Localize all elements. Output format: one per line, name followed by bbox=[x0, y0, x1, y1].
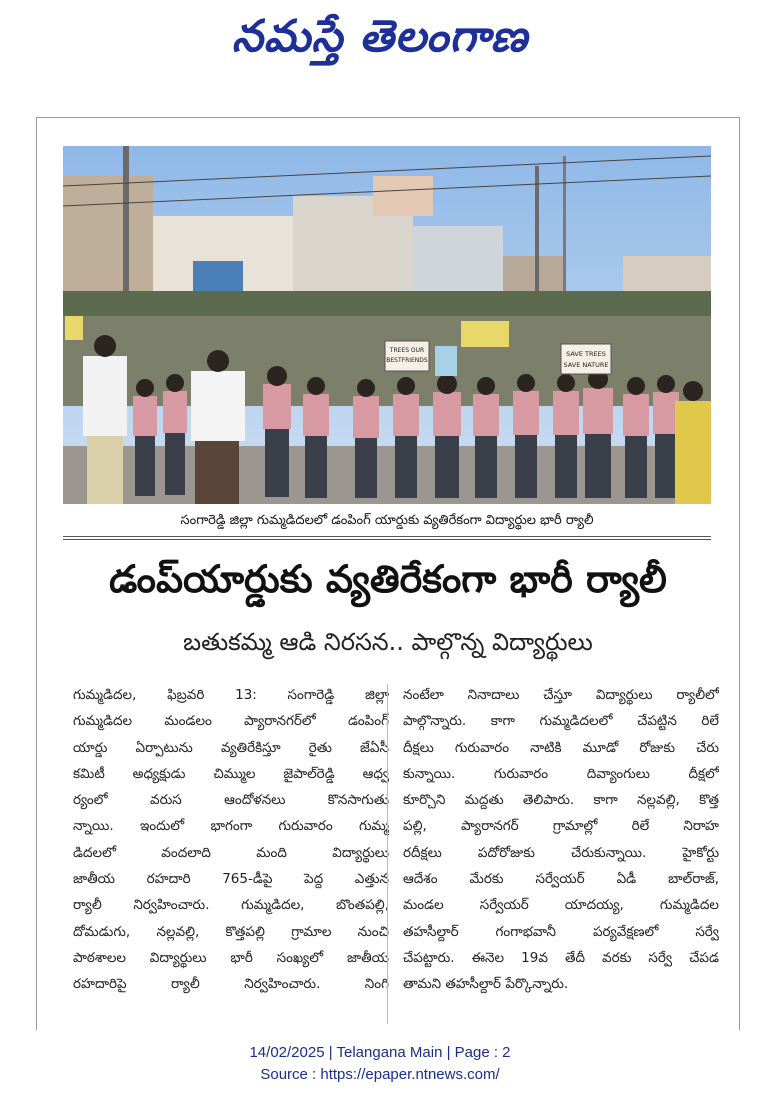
text-line: దోమడుగు, నల్లవల్లి, కొత్తపల్లి గ్రామాల నుంచి bbox=[73, 923, 389, 940]
text-line: రదీక్షలు పదోరోజుకు చేరుకున్నాయి. హైకోర్టు bbox=[403, 844, 719, 861]
text-line: రహదారిపై ర్యాలీ నిర్వహించారు. నింగి bbox=[73, 976, 389, 993]
article-subheadline: బతుకమ్మ ఆడి నిరసన.. పాల్గొన్న విద్యార్థులు bbox=[183, 628, 593, 656]
footer-date-edition: 14/02/2025 | Telangana Main | Page : 2 bbox=[249, 1044, 511, 1061]
text-line: దీక్షలు గురువారం నాటికి మూడో రోజుకు చేరు bbox=[403, 739, 719, 756]
text-line: డిదలలో వందలాది మంది విద్యార్థులు bbox=[73, 844, 389, 861]
text-line: గుమ్మడిదల, ఫిబ్రవరి 13: సంగారెడ్డి జిల్లా bbox=[73, 687, 389, 703]
rally-photo bbox=[63, 146, 711, 504]
text-line: యార్డు ఏర్పాటును వ్యతిరేకిస్తూ రైతు జేఏసీ bbox=[73, 739, 389, 756]
text-line: తహసీల్దార్ గంగాభవానీ పర్యవేక్షణలో సర్వే bbox=[403, 923, 719, 940]
text-line: కమిటీ అధ్యక్షుడు చిమ్ముల జైపాల్‌రెడ్డి ఆధ్వ bbox=[73, 765, 389, 782]
placard-save-trees: SAVE TREES bbox=[566, 350, 606, 358]
text-line: గుమ్మడిదల మండలం ప్యారానగర్‌లో డంపింగ్ bbox=[73, 713, 389, 730]
svg-text:SAVE NATURE: SAVE NATURE bbox=[563, 361, 609, 369]
text-line: ర్యాలీ నిర్వహించారు. గుమ్మడిదల, బొంతపల్లి, bbox=[73, 897, 389, 914]
text-line: తామని తహసీల్దార్ పేర్కొన్నారు. bbox=[403, 976, 569, 993]
masthead-title: నమస్తే తెలంగాణ bbox=[231, 11, 529, 62]
text-line: నంటేలా నినాదాలు చేస్తూ విద్యార్థులు ర్యాలీలో bbox=[403, 687, 719, 703]
text-line: పాఠశాలల విద్యార్థులు భారీ సంఖ్యలో జాతీయ bbox=[73, 949, 389, 966]
article-left-column bbox=[73, 682, 389, 998]
article-headline: డంప్‌యార్డుకు వ్యతిరేకంగా భారీ ర్యాలీ bbox=[109, 557, 667, 601]
footer-source: Source : https://epaper.ntnews.com/ bbox=[260, 1066, 500, 1083]
news-clipping bbox=[36, 117, 740, 1030]
column-divider bbox=[387, 684, 388, 1024]
text-line: ర్యంలో వరుస ఆందోళనలు కొనసాగుతు bbox=[73, 792, 389, 809]
text-line: పల్లి, ప్యారానగర్ గ్రామాల్లో రిలే నిరాహ bbox=[403, 818, 719, 835]
article-right-column bbox=[403, 682, 719, 998]
text-line: కూర్చొని మద్దతు తెలిపారు. కాగా నల్లవల్లి, కొత్త bbox=[403, 792, 719, 809]
text-line: మండల సర్వేయర్ యాదయ్య, గుమ్మడిదల bbox=[403, 897, 719, 914]
text-line: ఆదేశం మేరకు సర్వేయర్ ఏడీ బాల్‌రాజ్, bbox=[403, 871, 719, 888]
caption-rule-top bbox=[63, 536, 711, 537]
text-line: న్నాయి. ఇందులో భాగంగా గురువారం గుమ్మ bbox=[73, 818, 389, 835]
text-line: పాల్గొన్నారు. కాగా గుమ్మడిదలలో చేపట్టిన రిలే bbox=[403, 713, 719, 730]
svg-text:BESTFRIENDS: BESTFRIENDS bbox=[386, 357, 428, 364]
placard-trees-bestfriends: TREES OUR bbox=[389, 347, 425, 354]
text-line: జాతీయ రహదారి 765-డీపై పెద్ద ఎత్తున bbox=[73, 871, 389, 888]
text-line: చేపట్టారు. ఈనెల 19వ తేదీ వరకు సర్వే చేపడ bbox=[403, 949, 719, 966]
photo-caption: సంగారెడ్డి జిల్లా గుమ్మడిదలలో డంపింగ్ యార్డుకు వ్యతిరేకంగా విద్యార్థుల భారీ ర్యాలీ bbox=[180, 513, 594, 528]
text-line: కున్నాయి. గురువారం దివ్యాంగులు దీక్షలో bbox=[403, 765, 719, 782]
caption-rule-bottom bbox=[63, 539, 711, 540]
